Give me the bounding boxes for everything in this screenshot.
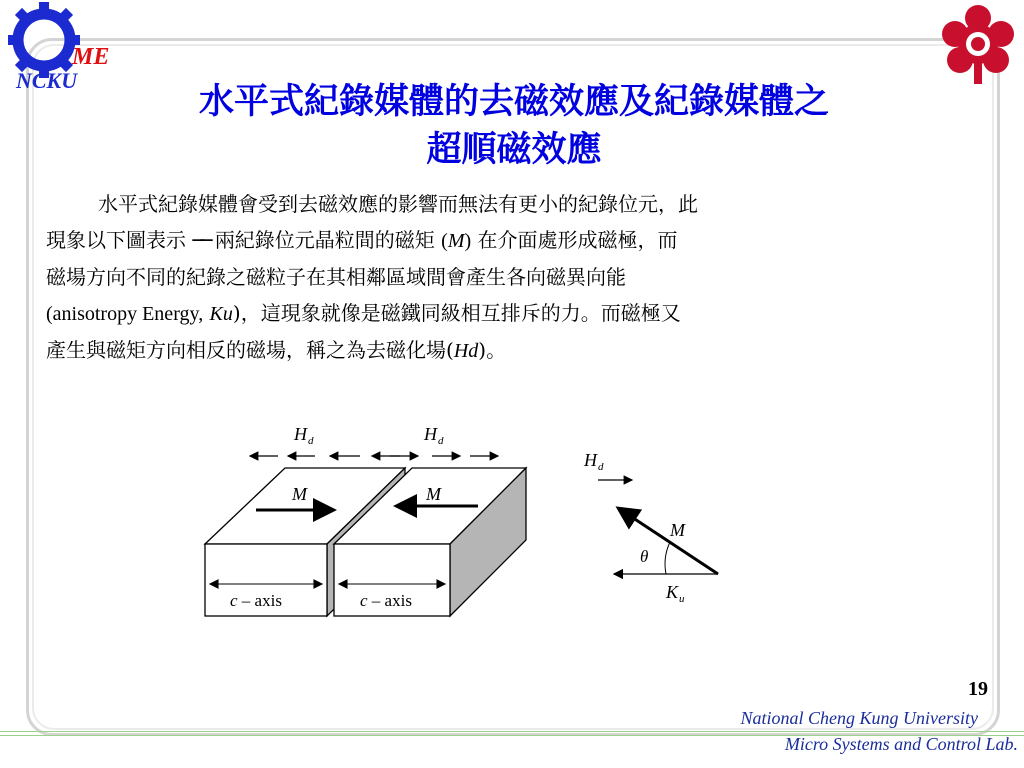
m-vector-arrow [618, 508, 718, 574]
m-label-vector: M [670, 520, 685, 540]
demagnetization-figure [200, 418, 740, 628]
body-line-1: 水平式紀錄媒體會受到去磁效應的影響而無法有更小的紀錄位元，此 [98, 192, 698, 216]
body-paragraph [46, 186, 966, 369]
slide-title [60, 78, 968, 174]
m-label-right: M [426, 484, 441, 504]
body-line-2: 現象以下圖表示 ── 兩紀錄位元晶粒間的磁矩 (M) 在介面處形成磁極，而 [46, 228, 678, 252]
hd-label-mid-sub: d [438, 435, 444, 447]
hd-label-vector-sub: d [598, 461, 604, 473]
body-line-3: 磁場方向不同的紀錄之磁粒子在其相鄰區域間會產生各向磁異向能 [46, 265, 626, 289]
title-line-2: 超順磁效應 [426, 129, 602, 170]
c-axis-label-left: c – axis [230, 591, 282, 610]
ku-label: K [666, 582, 679, 602]
hd-label-vector: H [584, 450, 597, 470]
theta-arc [665, 542, 670, 574]
footer-divider-top [0, 731, 1024, 732]
hd-label-mid: H [424, 424, 437, 444]
body-line-5: 產生與磁矩方向相反的磁場，稱之為去磁化場(Hd)。 [46, 338, 507, 362]
ku-label-sub: u [679, 593, 685, 605]
university-seal-logo [938, 2, 1018, 86]
page-number: 19 [968, 678, 988, 700]
gear-icon [8, 2, 80, 78]
theta-label: θ [640, 547, 649, 566]
m-label-left: M [292, 484, 307, 504]
logo-text-ncku: NCKU [16, 68, 78, 93]
title-line-1: 水平式紀錄媒體的去磁效應及紀錄媒體之 [198, 81, 829, 122]
hd-label-left-sub: d [308, 435, 314, 447]
body-line-4: (anisotropy Energy, Ku)，這現象就像是磁鐵同級相互排斥的力。而磁極又 [46, 301, 681, 325]
footer-lab: Micro Systems and Control Lab. [784, 734, 1018, 754]
logo-text-me: ME [72, 44, 110, 70]
hd-label-left: H [294, 424, 307, 444]
footer-university: National Cheng Kung University [740, 708, 978, 728]
c-axis-label-right: c – axis [360, 591, 412, 610]
